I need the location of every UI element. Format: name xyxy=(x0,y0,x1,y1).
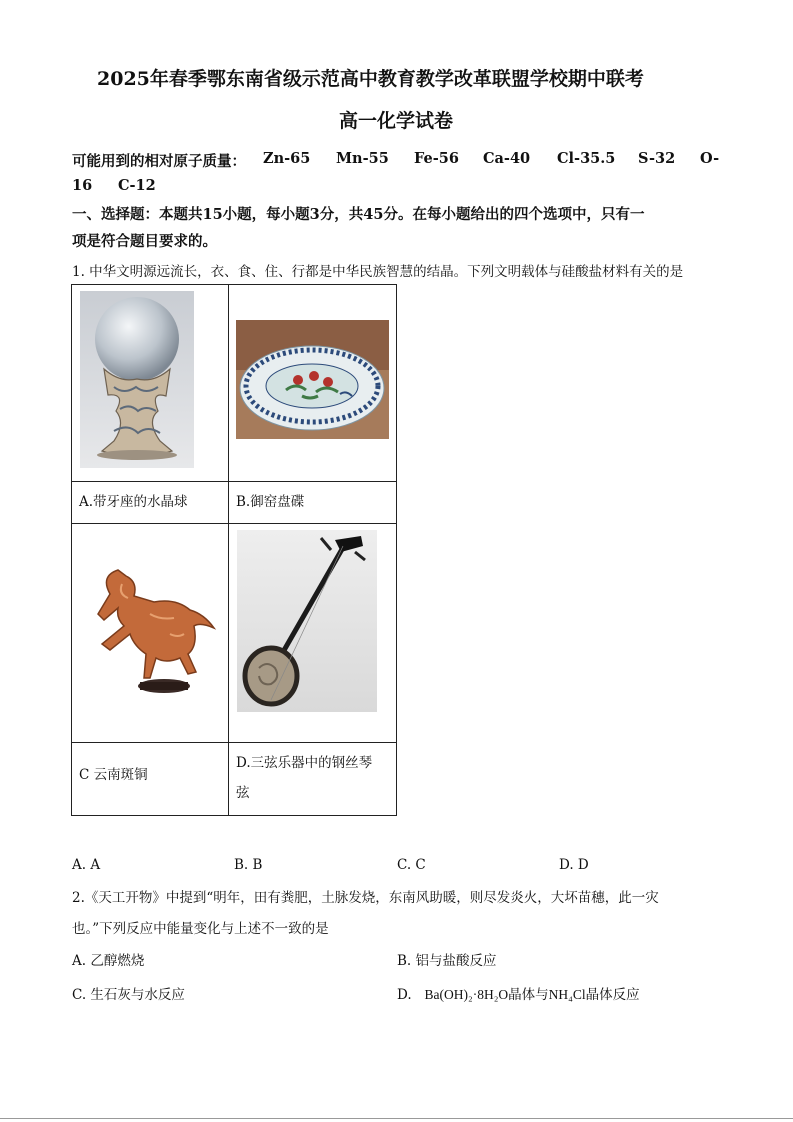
atomic-mass-mn: Mn-55 xyxy=(336,150,389,167)
question2-stem-line2: 也。”下列反应中能量变化与上述不一致的是 xyxy=(72,921,329,937)
page-bottom-divider xyxy=(0,1118,793,1119)
section1-heading-line2: 项是符合题目要求的。 xyxy=(72,233,217,250)
option-d-suffix: 晶体反应 xyxy=(585,987,640,1003)
option-c-image-cell xyxy=(72,524,229,743)
atomic-mass-s: S-32 xyxy=(638,150,676,167)
question2-stem-line1: 2.《天工开物》中提到“明年，田有粪肥，土脉发烧，东南风助暖，则尽发炎火，大坏苗穗，此一灾 xyxy=(72,890,659,906)
porcelain-plate-image xyxy=(236,320,389,439)
question1-options-table xyxy=(71,284,397,816)
question1-choice-d[interactable]: D. D xyxy=(559,857,589,873)
section1-heading-line1: 一、选择题：本题共15小题，每小题3分，共45分。在每小题给出的四个选项中，只有一 xyxy=(72,206,645,223)
option-a-image-cell xyxy=(72,285,229,482)
atomic-mass-ca: Ca-40 xyxy=(483,150,531,167)
ammonium-chloride-formula: NH₄Cl xyxy=(548,987,586,1002)
question1-stem: 1. 中华文明源远流长，衣、食、住、行都是中华民族智慧的结晶。下列文明载体与硅酸盐材料有关的是 xyxy=(72,264,684,280)
option-d-cell xyxy=(229,743,397,816)
atomic-mass-cl: Cl-35.5 xyxy=(557,150,616,167)
atomic-mass-o: O- xyxy=(700,150,720,167)
question2-option-c[interactable]: C. 生石灰与水反应 xyxy=(72,987,185,1003)
question2-option-a[interactable]: A. 乙醇燃烧 xyxy=(72,953,145,969)
option-a-label: A.带牙座的水晶球 xyxy=(79,494,188,510)
exam-title-line1: 2025年春季鄂东南省级示范高中教育教学改革联盟学校期中联考 xyxy=(97,68,644,90)
question1-choice-c[interactable]: C. C xyxy=(397,857,426,873)
atomic-mass-zn: Zn-65 xyxy=(263,150,311,167)
option-a-cell xyxy=(72,482,229,524)
option-c-cell xyxy=(72,743,229,816)
sanxian-instrument-image xyxy=(237,530,377,712)
option-d-image-cell xyxy=(229,524,397,743)
question1-choice-b[interactable]: B. B xyxy=(234,857,263,873)
question2-option-d[interactable] xyxy=(397,983,640,1003)
bronze-horse-image xyxy=(80,554,220,704)
barium-hydroxide-formula: Ba(OH)₂·8H₂O xyxy=(424,987,509,1002)
atomic-mass-o-value: 16 xyxy=(72,177,93,194)
crystal-ball-image xyxy=(80,291,194,468)
option-b-label: B.御窑盘碟 xyxy=(236,494,305,510)
atomic-mass-label: 可能用到的相对原子质量： xyxy=(72,153,246,170)
option-b-cell xyxy=(229,482,397,524)
option-d-prefix: D. xyxy=(397,987,412,1003)
option-c-label: C 云南斑铜 xyxy=(79,767,148,783)
atomic-mass-c: C-12 xyxy=(118,177,156,194)
option-b-image-cell xyxy=(229,285,397,482)
question1-choice-a[interactable]: A. A xyxy=(72,857,101,873)
option-d-label-line2: 弦 xyxy=(236,785,250,801)
question2-option-b[interactable]: B. 铝与盐酸反应 xyxy=(397,953,497,969)
atomic-mass-fe: Fe-56 xyxy=(414,150,459,167)
option-d-mid: 晶体与 xyxy=(508,987,549,1003)
exam-title-line2: 高一化学试卷 xyxy=(339,110,454,132)
option-d-label-line1: D.三弦乐器中的钢丝琴 xyxy=(236,755,373,771)
